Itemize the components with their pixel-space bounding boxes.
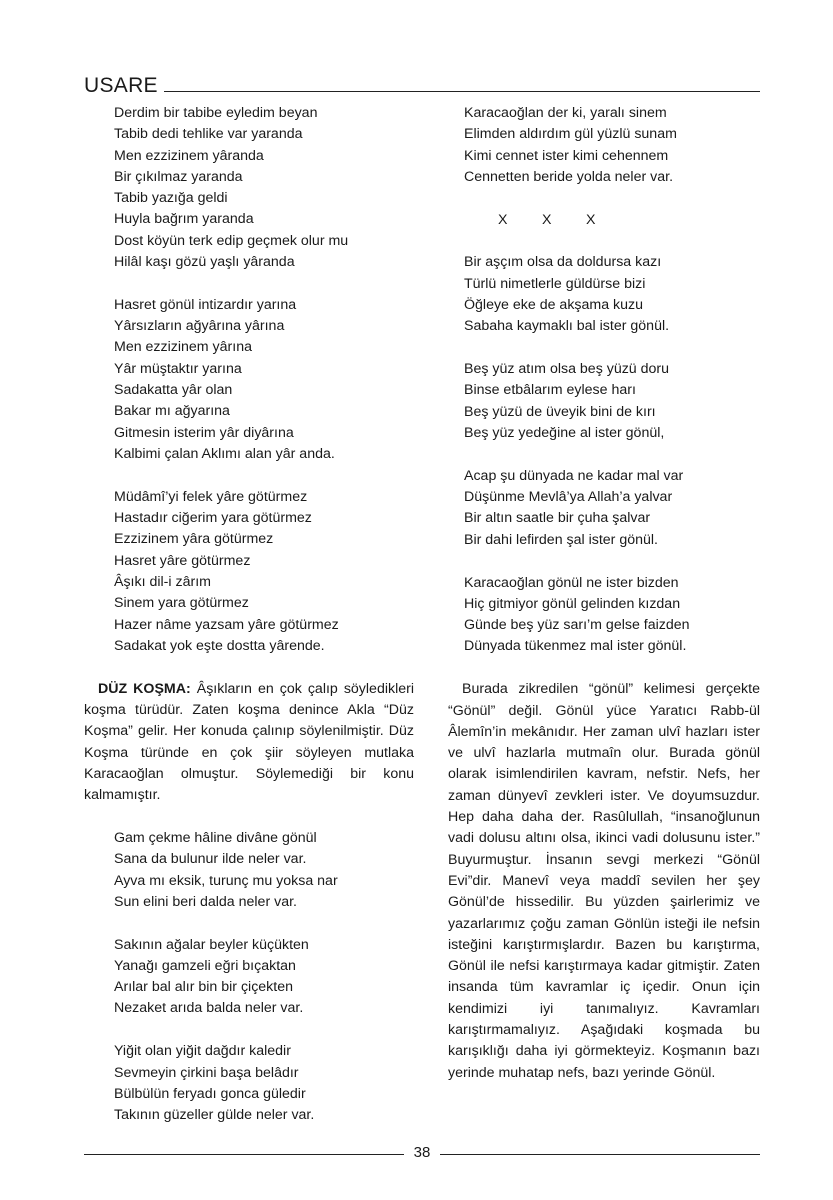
poem-line: Hasret yâre götürmez [114, 552, 251, 569]
poem-line: Bir çıkılmaz yaranda [114, 168, 243, 185]
poem-line: Dünyada tükenmez mal ister gönül. [464, 638, 687, 655]
separator-mark: X [586, 211, 596, 228]
poem-line: Yârsızların ağyârına yârına [114, 318, 285, 335]
poem-line: Sinem yara götürmez [114, 595, 249, 612]
poem-line: Sadakat yok eşte dostta yârende. [114, 637, 325, 654]
poem-stanza [448, 573, 760, 658]
poem-line: Yâr müştaktır yarına [114, 360, 242, 377]
poem-line: Ezzizinem yâra götürmez [114, 531, 274, 548]
poem-line: Beş yüz yedeğine al ister gönül, [464, 425, 665, 442]
left-column [84, 103, 414, 1148]
magazine-title: USARE [84, 74, 158, 97]
duz-kosma-paragraph [84, 679, 414, 807]
footer-rule-left [84, 1154, 404, 1155]
header-rule [164, 91, 760, 92]
poem-line: Ayva mı eksik, turunç mu yoksa nar [114, 872, 338, 889]
stanza-separator [448, 210, 760, 231]
poem-line: Binse etbâlarım eylese harı [464, 382, 636, 399]
poem-line: Bir altın saatle bir çuha şalvar [464, 510, 651, 527]
poem-line: Günde beş yüz sarı’m gelse faizden [464, 617, 690, 634]
poem-line: Nezaket arıda balda neler var. [114, 1000, 304, 1017]
poem-line: Karacaoğlan der ki, yaralı sinem [464, 105, 667, 121]
poem-line: Elimden aldırdım gül yüzlü sunam [464, 126, 677, 143]
poem-line: Beş yüzü de üveyik bini de kırı [464, 403, 656, 420]
right-column [448, 103, 760, 1105]
poem-line: Tabib dedi tehlike var yaranda [114, 126, 303, 143]
poem-stanza [84, 487, 414, 657]
poem-line: Sana da bulunur ilde neler var. [114, 851, 307, 868]
poem-line: Hasret gönül intizardır yarına [114, 296, 297, 313]
separator-mark: X [542, 211, 552, 228]
poem-line: Bir dahi lefirden şal ister gönül. [464, 531, 658, 548]
poem-line: Bakar mı ağyarına [114, 403, 230, 420]
poem-line: Öğleye eke de akşama kuzu [464, 297, 644, 314]
poem-stanza [448, 252, 760, 337]
poem-stanza [84, 295, 414, 465]
page-header [84, 74, 760, 98]
poem-line: Sakının ağalar beyler küçükten [114, 936, 309, 953]
poem-line: Düşünme Mevlâ’ya Allah’a yalvar [464, 489, 673, 506]
poem-line: Cennetten beride yolda neler var. [464, 168, 674, 185]
poem-line: Yanağı gamzeli eğri bıçaktan [114, 957, 296, 974]
poem-stanza [84, 1041, 414, 1126]
poem-line: Hiç gitmiyor gönül gelinden kızdan [464, 595, 681, 612]
page-footer [84, 1142, 760, 1164]
poem-line: Men ezzizinem yârına [114, 339, 252, 356]
poem-line: Karacaoğlan gönül ne ister bizden [464, 574, 679, 591]
poem-stanza [448, 466, 760, 551]
poem-line: Hazer nâme yazsam yâre götürmez [114, 616, 339, 633]
poem-line: Kimi cennet ister kimi cehennem [464, 147, 669, 164]
commentary-paragraph: Burada zikredilen “gönül” kelimesi gerçekte “Gönül” değil. Gönül yüce Yaratıcı Rabb-ül Âlemîn’in mekânıdır. Her zaman ulvî hazları ister ve ulvî hazlarla mutmaîn olur. Burada gönül olarak isimlendirilen kavram, nefstir. Nefs, her zaman dünyevî zevkleri ister. Ve doyumsuzdur. Hep daha daha der. Rasûlullah, “insanoğlunun vadi dolusu altını olsa, ikinci vadi dolusunu ister.” Buyurmuştur. İnsanın sevgi merkezi “Gönül Evi”dir. Manevî veya maddî sevilen her şey Gönül’de hissedilir. Bu yüzden şairlerimiz ve yazarlarımız çoğu zaman Gönlün isteği ile nefsin isteğini karıştırmışlardır. Bazen bu karıştırma, Gönül ile nefsi karıştırmaya kadar gitmiştir. Zaten insanda tüm kavramlar iç içedir. Onun için kendimizi iyi tanımalıyız. Kavramları karıştırmamalıyız. Aşağıdaki koşmada bu karışıklığı daha iyi görmekteyiz. Koşmanın bazı yerinde muhatap nefs, bazı yerinde Gönül. [448, 681, 760, 1081]
poem-line: Sun elini beri dalda neler var. [114, 893, 297, 910]
poem-line: Yiğit olan yiğit dağdır kaledir [114, 1043, 291, 1060]
poem-stanza [84, 103, 414, 273]
poem-line: Bülbülün feryadı gonca güledir [114, 1085, 306, 1102]
footer-rule-right [440, 1154, 760, 1155]
poem-line: Acap şu dünyada ne kadar mal var [464, 467, 684, 484]
paragraph-text: Âşıkların en çok çalıp söyledikleri koşma türüdür. Zaten koşma denince Akla “Düz Koşma” gelir. Her konuda çalınıp söylenilmiştir. Düz Koşma türünde en çok şiir söyleyen mutlaka Karacaoğlan olmuştur. Söylemediği bir konu kalmamıştır. [84, 680, 414, 804]
poem-line: Müdâmî’yi felek yâre götürmez [114, 488, 308, 505]
poem-line: Gam çekme hâline divâne gönül [114, 829, 317, 846]
separator-mark: X [498, 211, 508, 228]
paragraph-lead: DÜZ KOŞMA: [98, 680, 191, 697]
poem-line: Beş yüz atım olsa beş yüzü doru [464, 361, 670, 378]
left-poem-bottom [84, 828, 414, 1127]
poem-line: Derdim bir tabibe eyledim beyan [114, 105, 318, 121]
poem-line: Tabib yazığa geldi [114, 190, 228, 207]
poem-stanza [84, 935, 414, 1020]
poem-stanza [448, 359, 760, 444]
poem-line: Takının güzeller gülde neler var. [114, 1107, 315, 1124]
poem-line: Kalbimi çalan Aklımı alan yâr anda. [114, 445, 335, 462]
page-number: 38 [413, 1144, 431, 1161]
poem-line: Sabaha kaymaklı bal ister gönül. [464, 318, 670, 335]
poem-line: Türlü nimetlerle güldürse bizi [464, 275, 646, 292]
poem-line: Arılar bal alır bin bir çiçekten [114, 979, 293, 996]
poem-line: Bir aşçım olsa da doldursa kazı [464, 254, 662, 271]
poem-line: Dost köyün terk edip geçmek olur mu [114, 232, 349, 249]
poem-line: Âşıkı dil-i zârım [114, 573, 211, 590]
right-poem [448, 252, 760, 657]
poem-line: Sevmeyin çirkini başa belâdır [114, 1064, 299, 1081]
poem-line: Huyla bağrım yaranda [114, 211, 254, 228]
left-poem-top [84, 103, 414, 657]
poem-line: Hilâl kaşı gözü yaşlı yâranda [114, 254, 295, 271]
poem-stanza [448, 103, 760, 188]
poem-line: Sadakatta yâr olan [114, 382, 233, 399]
right-poem-first [448, 103, 760, 188]
poem-stanza [84, 828, 414, 913]
poem-line: Hastadır ciğerim yara götürmez [114, 510, 312, 527]
poem-line: Men ezzizinem yâranda [114, 147, 264, 164]
poem-line: Gitmesin isterim yâr diyârına [114, 424, 294, 441]
